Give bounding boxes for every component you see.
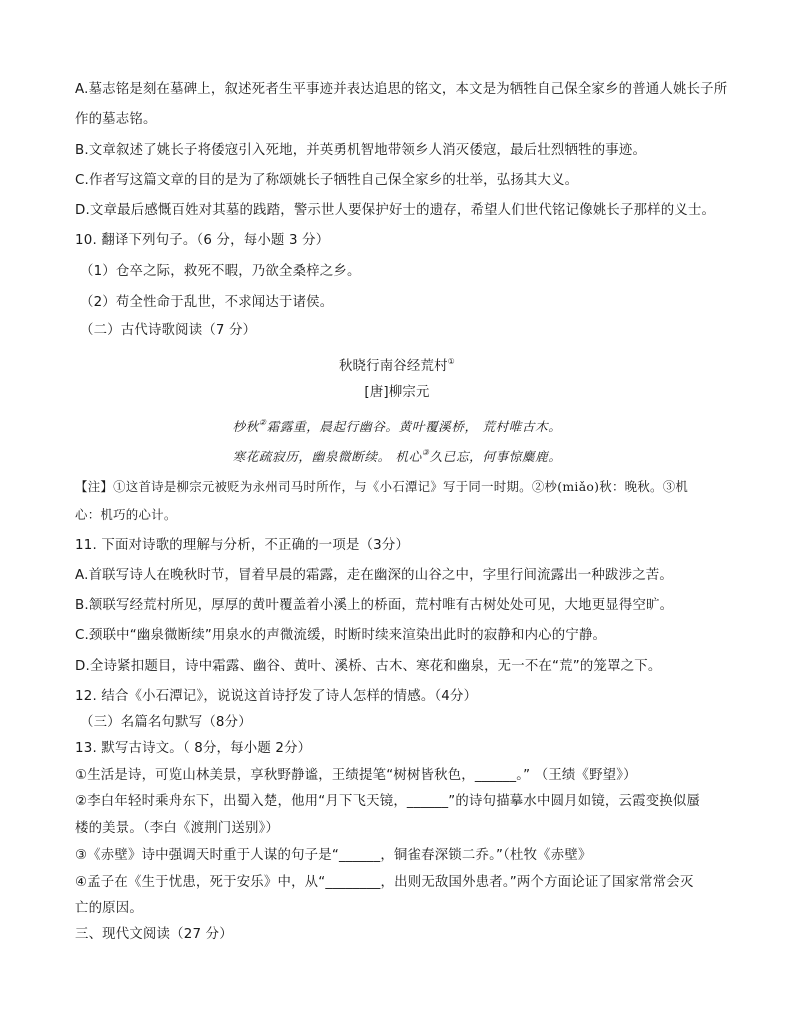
- poem-title: [0, 353, 794, 376]
- q10-sentence-2: （2）苟全性命于乱世，不求闻达于诸侯。: [80, 295, 334, 310]
- poem-title-text: 秋晓行南谷经荒村: [338, 359, 448, 374]
- q13-item-4-line1: ④孟子在《生于忧患，死于安乐》中，从“________，出则无敌国外患者。”两个方面论证了国家常常会灭: [75, 875, 694, 890]
- poem-note-line2: 心：机巧的心计。: [75, 507, 177, 522]
- poem-line-1-footnote-mark: ②: [258, 418, 267, 427]
- poem-line-2-footnote-mark: ③: [421, 448, 430, 457]
- section-ancient-poetry-heading: （二）古代诗歌阅读（7 分）: [80, 323, 257, 338]
- q13-item-4-line2: 亡的原因。: [75, 901, 143, 916]
- q13-item-3: ③《赤壁》诗中强调天时重于人谋的句子是“______，铜雀春深锁二乔。”（杜牧《赤壁》: [75, 848, 592, 863]
- q9-option-a-line1: A.墓志铭是刻在墓碑上，叙述死者生平事迹并表达追思的铭文，本文是为牺牲自己保全家乡的普通人姚长子所: [75, 82, 728, 97]
- q11-option-b: B.颔联写经荒村所见，厚厚的黄叶覆盖着小溪上的桥面，荒村唯有古树处处可见，大地更显得空旷。: [75, 598, 674, 613]
- q11-title: 11. 下面对诗歌的理解与分析，不正确的一项是（3分）: [75, 538, 410, 553]
- q11-option-a: A.首联写诗人在晚秋时节，冒着早晨的霜露，走在幽深的山谷之中，字里行间流露出一种跋涉之苦。: [75, 568, 673, 583]
- poem-line-1-rest: 霜露重，晨起行幽谷。黄叶覆溪桥， 荒村唯古木。: [266, 419, 562, 434]
- q9-option-a-line2: 作的墓志铭。: [75, 112, 157, 127]
- poem-line-2: [0, 444, 794, 466]
- poem-line-1-start: 杪秋: [232, 419, 259, 434]
- q10-sentence-1: （1）仓卒之际，救死不暇，乃欲全桑梓之乡。: [80, 264, 361, 279]
- q9-option-b: B.文章叙述了姚长子将倭寇引入死地，并英勇机智地带领乡人消灭倭寇，最后壮烈牺牲的事迹。: [75, 143, 647, 158]
- poem-line-1: [0, 414, 794, 436]
- part-modern-reading-heading: 三、现代文阅读（27 分）: [75, 927, 233, 942]
- q11-option-d: D.全诗紧扣题目，诗中霜露、幽谷、黄叶、溪桥、古木、寒花和幽泉，无一不在“荒”的笼罩之下。: [75, 659, 662, 674]
- q13-item-2-line2: 楼的美景。（李白《渡荆门送别》）: [75, 821, 280, 836]
- poem-line-2-rest: 久已忘，何事惊麋鹿。: [429, 449, 562, 464]
- section-famous-lines-heading: （三）名篇名句默写（8分）: [80, 715, 252, 730]
- q9-option-d: D.文章最后感慨百姓对其墓的践踏，警示世人要保护好士的遗存，希望人们世代铭记像姚长子那样的义士。: [75, 203, 716, 218]
- poem-title-footnote-mark: ①: [447, 357, 456, 366]
- poem-note-line1: 【注】①这首诗是柳宗元被贬为永州司马时所作，与《小石潭记》写于同一时期。②杪(miǎo)秋：晚秋。③机: [75, 479, 689, 494]
- q12-title: 12. 结合《小石潭记》，说说这首诗抒发了诗人怎样的情感。（4分）: [75, 689, 478, 704]
- q13-item-2-line1: ②李白年轻时乘舟东下，出蜀入楚，他用“月下飞天镜，______”的诗句描摹水中圆月如镜，云霞变换似蜃: [75, 794, 701, 809]
- poem-line-2-start: 寒花疏寂历，幽泉微断续。 机心: [232, 449, 422, 464]
- q11-option-c: C.颈联中“幽泉微断续”用泉水的声微流缓，时断时续来渲染出此时的寂静和内心的宁静。: [75, 628, 607, 643]
- q13-title: 13. 默写古诗文。（ 8分，每小题 2分）: [75, 741, 312, 756]
- q10-title: 10. 翻译下列句子。（6 分，每小题 3 分）: [75, 233, 330, 248]
- q13-item-1: ①生活是诗，可览山林美景，享秋野静谧，王绩提笔“树树皆秋色，______。” （王绩《野望》）: [75, 768, 637, 783]
- q9-option-c: C.作者写这篇文章的目的是为了称颂姚长子牺牲自己保全家乡的壮举，弘扬其大义。: [75, 173, 579, 188]
- poem-author: [唐]柳宗元: [364, 385, 430, 400]
